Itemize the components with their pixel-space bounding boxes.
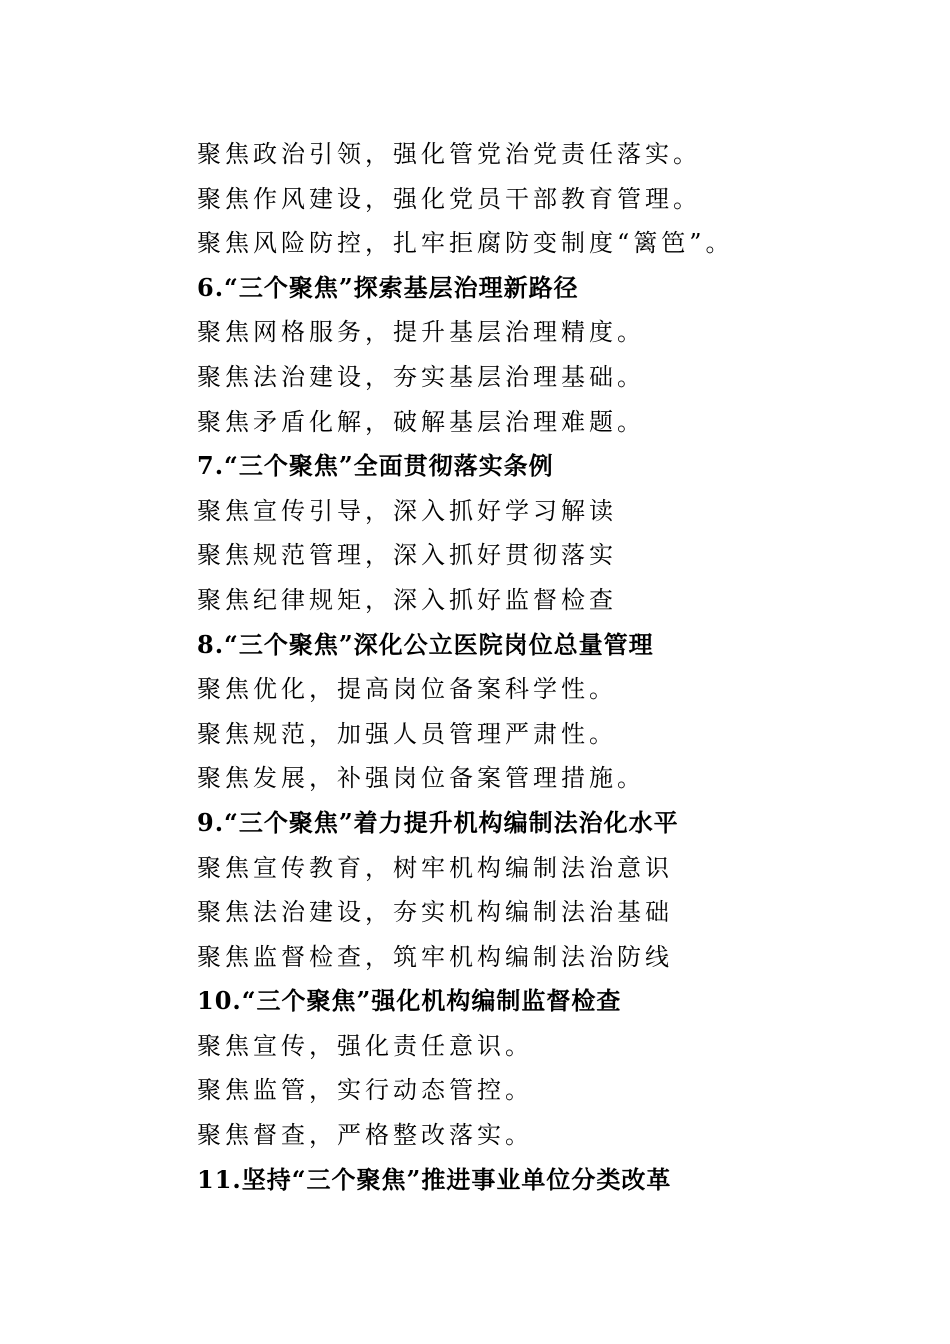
list-item: 聚焦督查，严格整改落实。: [197, 1121, 533, 1150]
list-item: 聚焦法治建设，夯实机构编制法治基础: [197, 898, 673, 927]
section-heading: 6.“三个聚焦”探索基层治理新路径: [197, 272, 579, 302]
list-item: 聚焦宣传，强化责任意识。: [197, 1031, 533, 1060]
list-item: 聚焦宣传引导，深入抓好学习解读: [197, 496, 617, 525]
list-item: 聚焦发展，补强岗位备案管理措施。: [197, 764, 645, 793]
section-heading: 7.“三个聚焦”全面贯彻落实条例: [197, 451, 554, 481]
list-item: 聚焦风险防控，扎牢拒腐防变制度“篱笆”。: [197, 229, 734, 258]
list-item: 聚焦作风建设，强化党员干部教育管理。: [197, 184, 701, 213]
section-heading: 10.“三个聚焦”强化机构编制监督检查: [197, 986, 622, 1016]
section-heading: 9.“三个聚焦”着力提升机构编制法治化水平: [197, 807, 679, 837]
section-heading: 8.“三个聚焦”深化公立医院岗位总量管理: [197, 629, 654, 659]
list-item: 聚焦监督检查，筑牢机构编制法治防线: [197, 942, 673, 971]
document-body: [197, 132, 817, 1202]
list-item: 聚焦宣传教育，树牢机构编制法治意识: [197, 853, 673, 882]
list-item: 聚焦矛盾化解，破解基层治理难题。: [197, 407, 645, 436]
list-item: 聚焦规范管理，深入抓好贯彻落实: [197, 541, 617, 570]
list-item: 聚焦法治建设，夯实基层治理基础。: [197, 362, 645, 391]
list-item: 聚焦网格服务，提升基层治理精度。: [197, 318, 645, 347]
list-item: 聚焦政治引领，强化管党治党责任落实。: [197, 140, 701, 168]
section-heading: 11.坚持“三个聚焦”推进事业单位分类改革: [197, 1164, 672, 1194]
list-item: 聚焦优化，提高岗位备案科学性。: [197, 675, 617, 704]
list-item: 聚焦规范，加强人员管理严肃性。: [197, 719, 617, 748]
list-item: 聚焦纪律规矩，深入抓好监督检查: [197, 585, 617, 614]
list-item: 聚焦监管，实行动态管控。: [197, 1076, 533, 1105]
